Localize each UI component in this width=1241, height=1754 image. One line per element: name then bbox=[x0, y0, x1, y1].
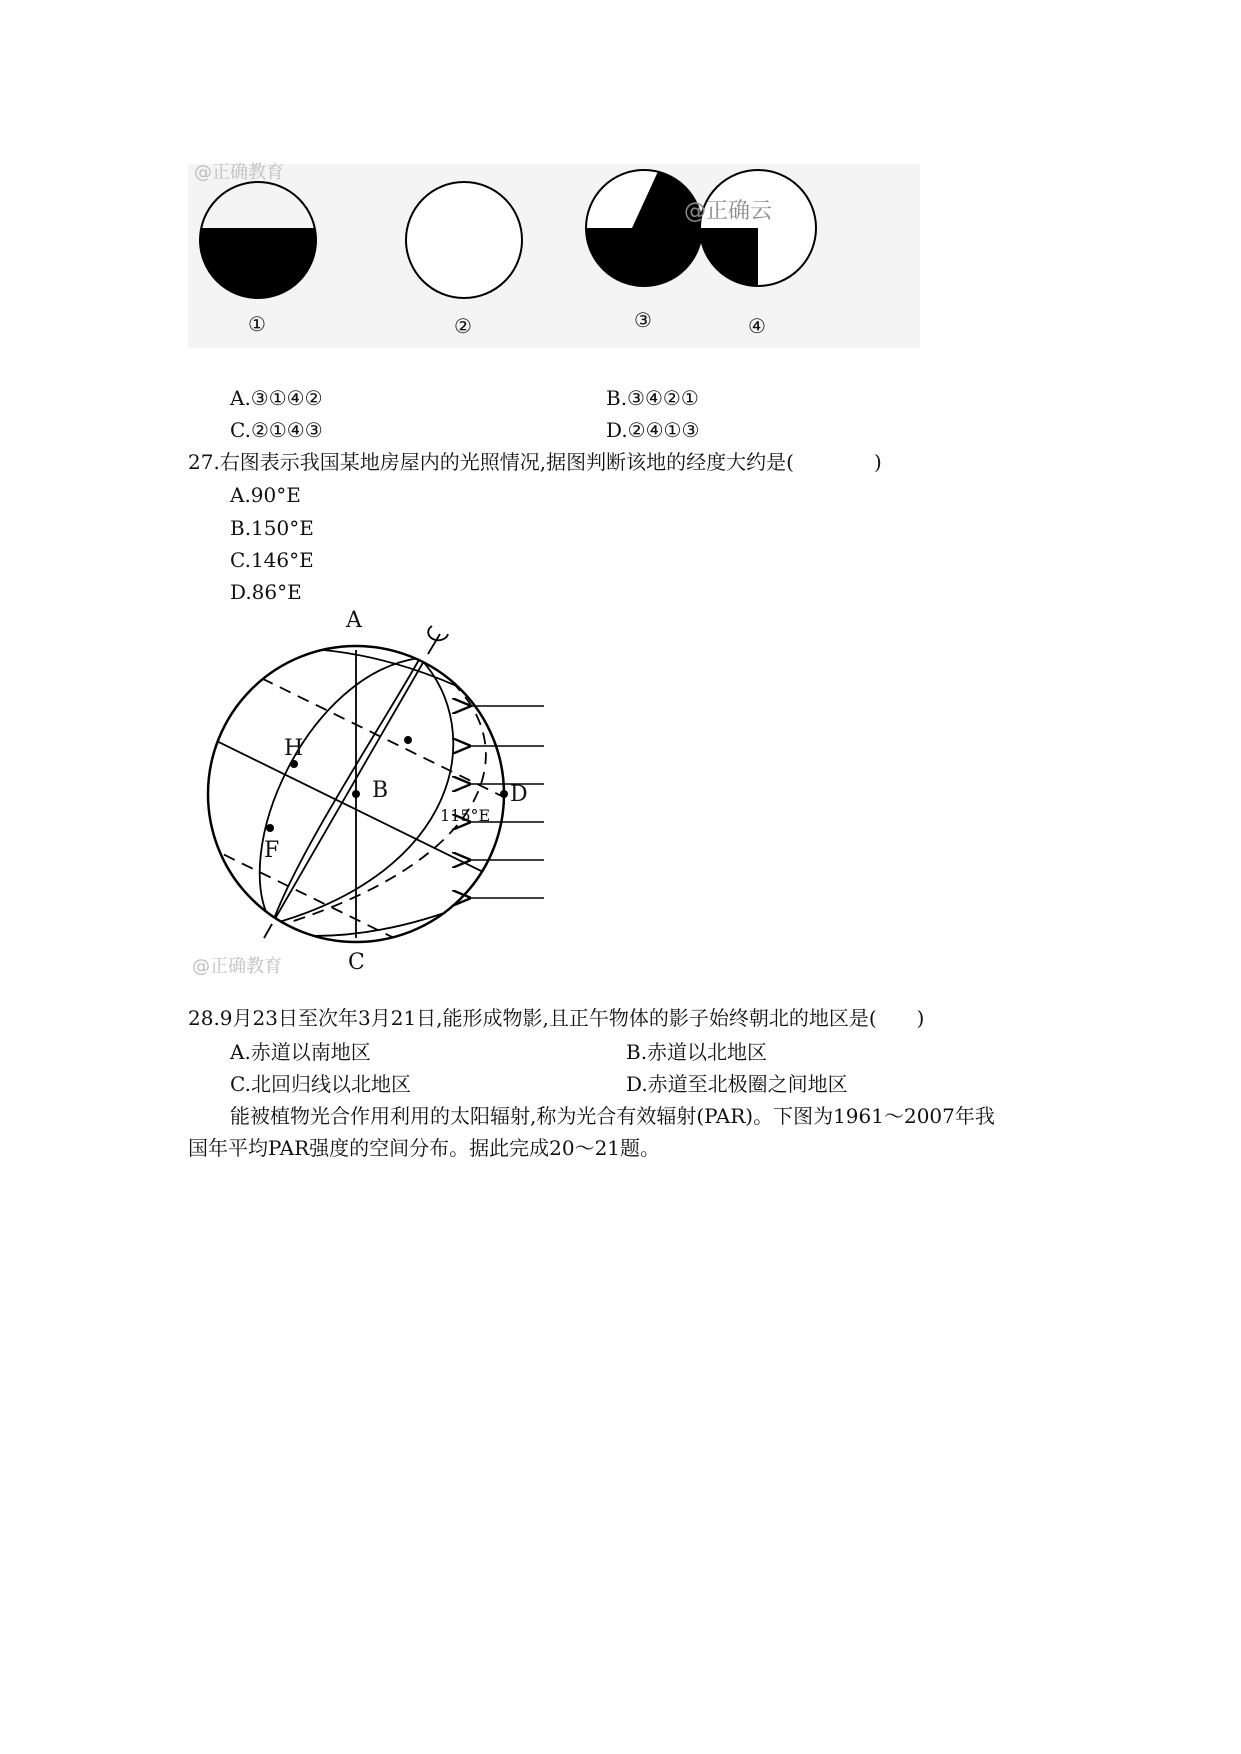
point-center bbox=[404, 736, 412, 744]
q28-option-c: C.北回归线以北地区 bbox=[230, 1072, 411, 1096]
q28-option-d: D.赤道至北极圈之间地区 bbox=[626, 1072, 848, 1096]
circle-1-label: ① bbox=[248, 312, 266, 336]
label-c: C bbox=[348, 950, 365, 975]
circle-4-label: ④ bbox=[748, 314, 766, 338]
circle-2 bbox=[406, 182, 522, 298]
q28-option-b: B.赤道以北地区 bbox=[626, 1040, 768, 1064]
watermark-right: @正确云 bbox=[684, 199, 773, 224]
label-h: H bbox=[284, 736, 304, 761]
point-b bbox=[352, 790, 360, 798]
circle-3 bbox=[578, 164, 718, 304]
q26-option-a: A.③①④② bbox=[230, 386, 323, 410]
q26-option-b: B.③④②① bbox=[606, 386, 699, 410]
q27-option-a: A.90°E bbox=[230, 483, 301, 507]
q27-option-d: D.86°E bbox=[230, 580, 302, 604]
label-d: D bbox=[510, 782, 528, 807]
watermark-left: @正确教育 bbox=[194, 162, 284, 183]
label-b: B bbox=[372, 778, 389, 803]
q27-option-b: B.150°E bbox=[230, 516, 314, 540]
q28-stem: 28.9月23日至次年3月21日,能形成物影,且正午物体的影子始终朝北的地区是( ) bbox=[188, 1006, 925, 1030]
globe-watermark: @正确教育 bbox=[192, 956, 282, 977]
passage-line-1: 能被植物光合作用利用的太阳辐射,称为光合有效辐射(PAR)。下图为1961～2007年我 bbox=[230, 1104, 995, 1128]
globe-svg bbox=[188, 612, 618, 982]
point-d bbox=[500, 790, 508, 798]
longitude-label: 115°E bbox=[440, 806, 491, 825]
sunlit-circles-figure bbox=[188, 164, 920, 348]
circle-3-label: ③ bbox=[634, 308, 652, 332]
q28-option-a: A.赤道以南地区 bbox=[230, 1040, 371, 1064]
passage-line-2: 国年平均PAR强度的空间分布。据此完成20～21题。 bbox=[188, 1136, 661, 1160]
label-f: F bbox=[264, 838, 280, 863]
circle-2-label: ② bbox=[454, 314, 472, 338]
q26-option-d: D.②④①③ bbox=[606, 418, 700, 442]
point-f bbox=[266, 824, 274, 832]
point-h bbox=[290, 760, 298, 768]
globe-figure bbox=[188, 608, 618, 982]
sunlit-circles-svg bbox=[188, 164, 920, 348]
q27-stem: 27.右图表示我国某地房屋内的光照情况,据图判断该地的经度大约是( ) bbox=[188, 450, 882, 474]
q27-option-c: C.146°E bbox=[230, 548, 314, 572]
circle-4 bbox=[693, 170, 816, 298]
q26-option-c: C.②①④③ bbox=[230, 418, 323, 442]
label-a: A bbox=[346, 608, 362, 633]
circle-1 bbox=[198, 182, 328, 308]
